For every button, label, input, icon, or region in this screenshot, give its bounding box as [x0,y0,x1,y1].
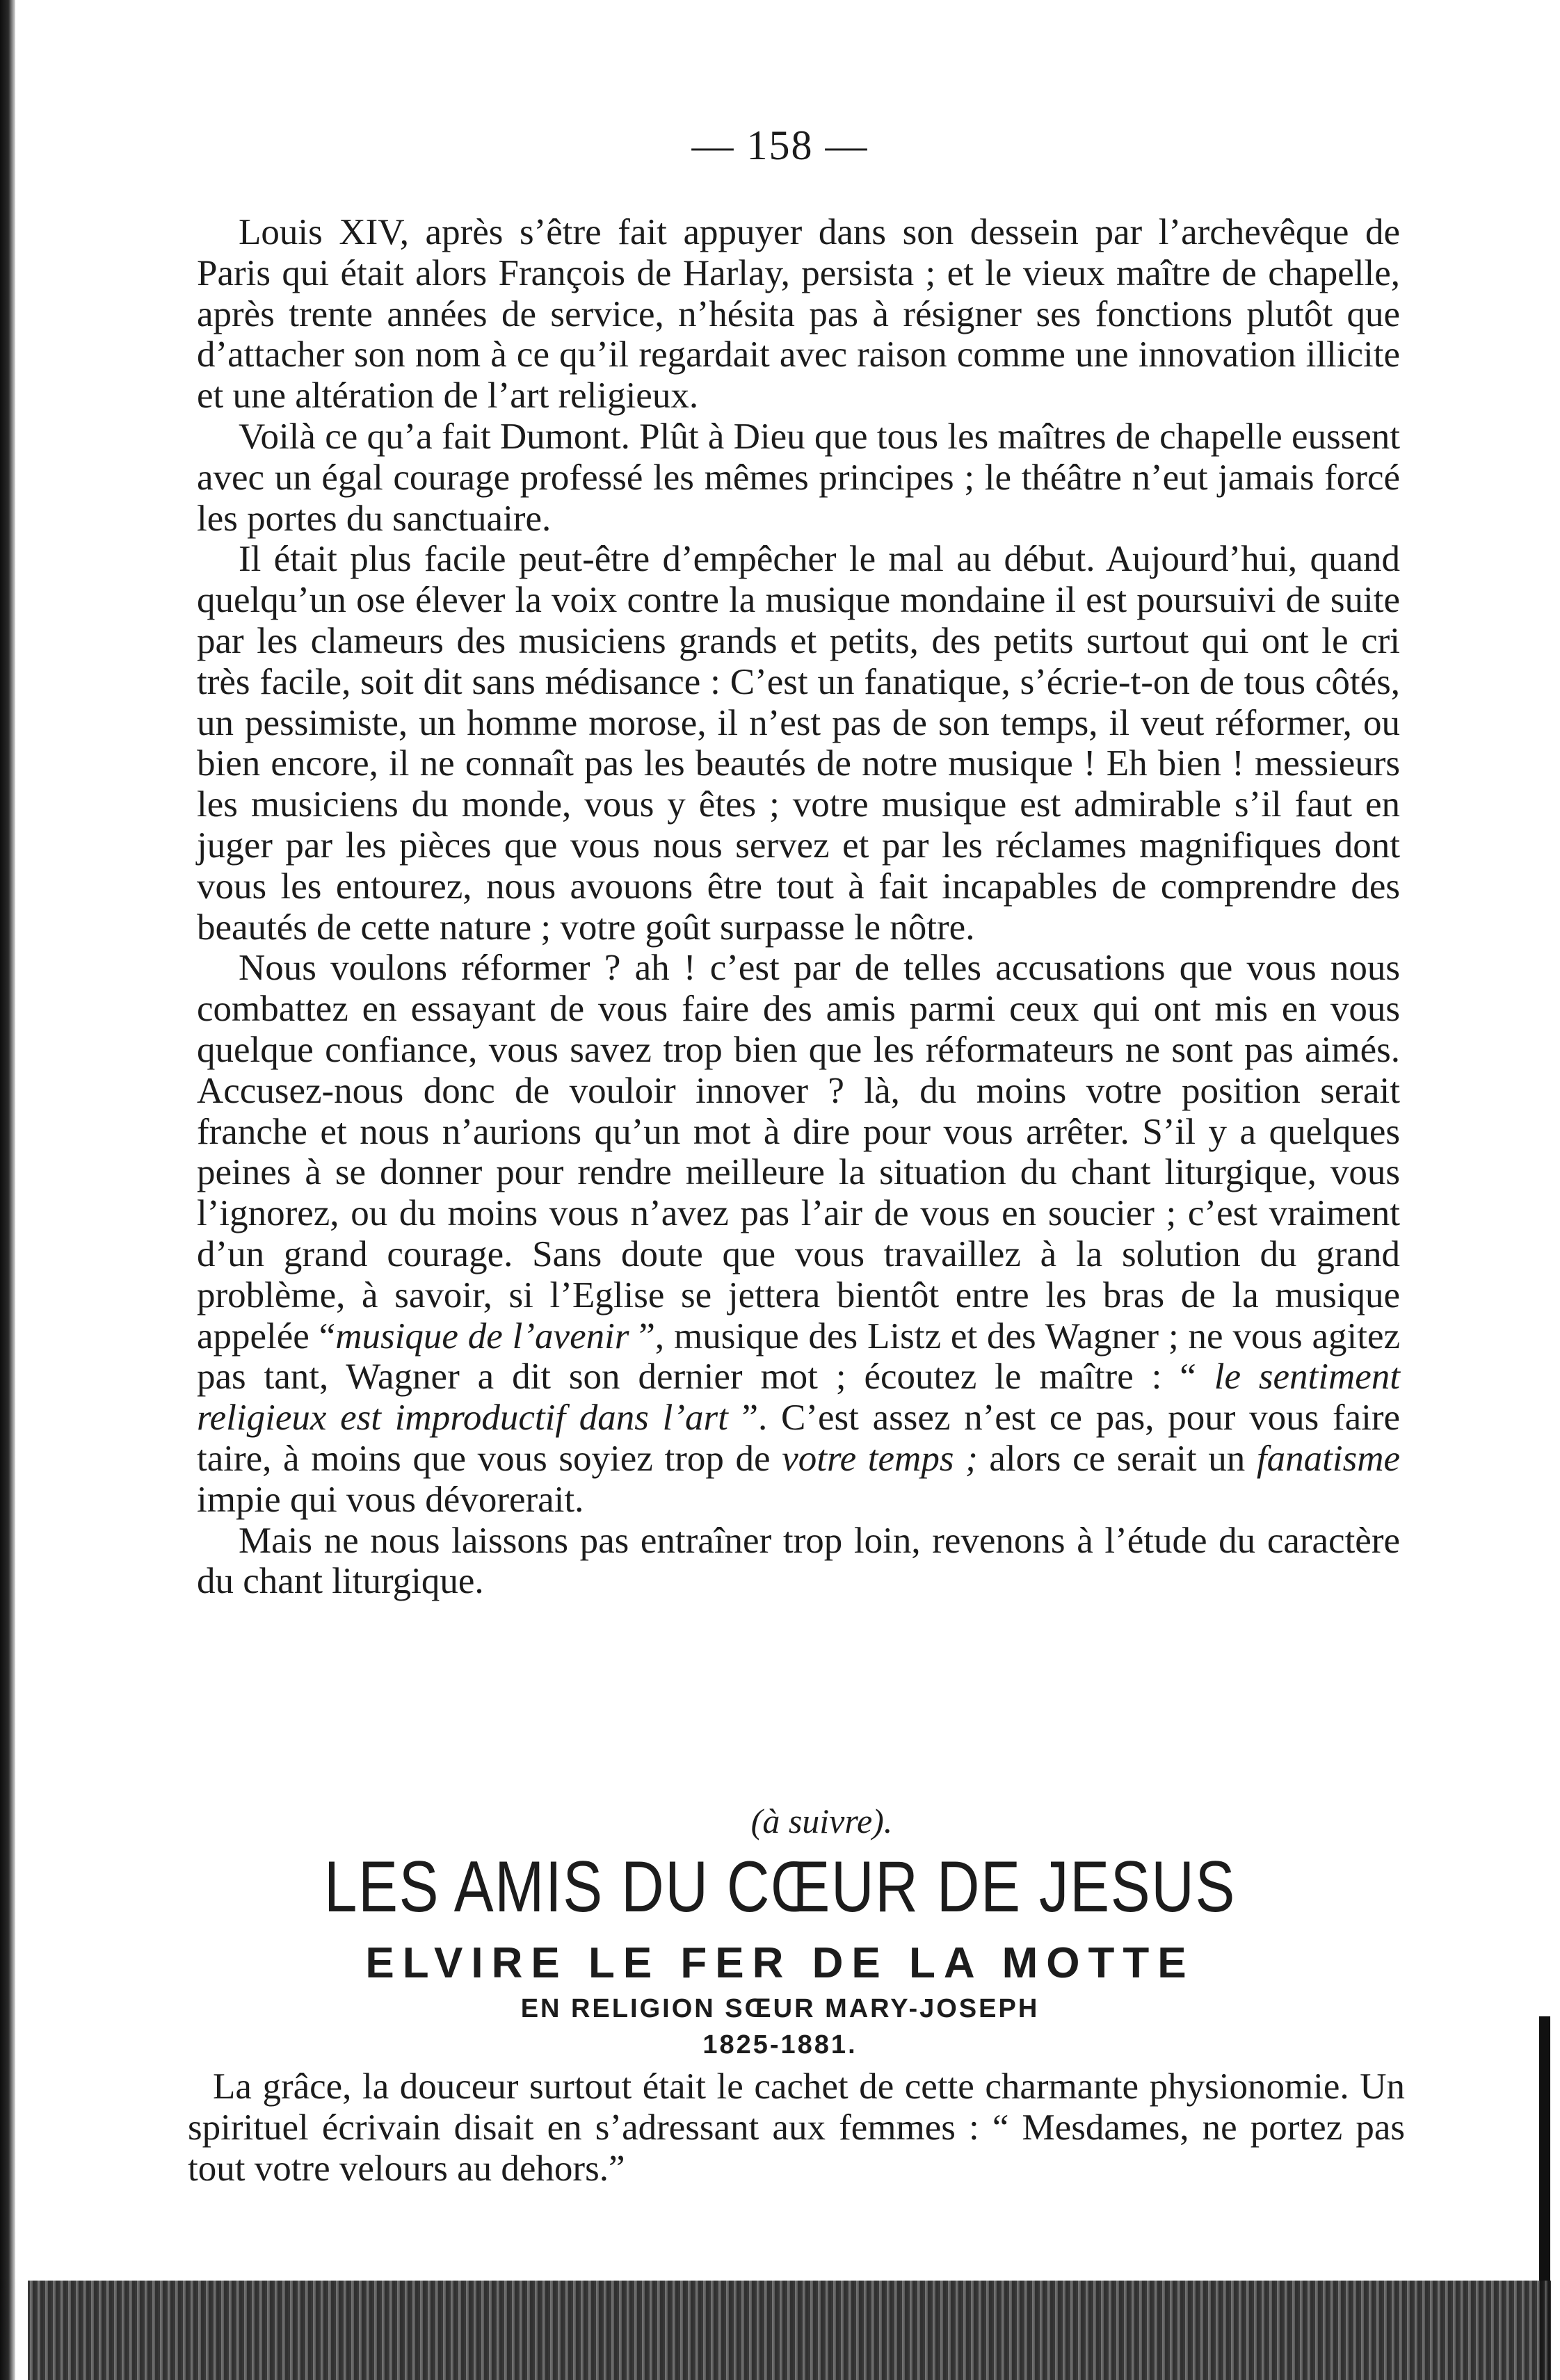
paragraph: Louis XIV, après s’être fait appuyer dans son dessein par l’archevêque de Paris qui était alors François de Harlay, persista ; et le vieux maître de chapelle, après trente années de service, n’hésita pas à résigner ses fonctions plutôt que d’attacher son nom à ce qu’il regardait avec raison comme une innovation illicite et une altération de l’art religieux. [197,212,1400,416]
section-heading: LES AMIS DU CŒUR DE JESUS [323,1847,1237,1927]
subject-name-heading: ELVIRE LE FER DE LA MOTTE [365,1939,1195,1987]
paragraph: Mais ne nous laissons pas entraîner trop loin, revenons à l’étude du caractère du chant liturgique. [197,1520,1400,1602]
text-run: impie qui vous dévorerait. [197,1479,584,1520]
italic-quote: le sentiment religieux est improductif dans l’art [197,1357,1401,1439]
scan-bottom-band [28,2281,1551,2380]
paragraph: Il était plus facile peut-être d’empêcher le mal au début. Aujourd’hui, quand quelqu’un ose élever la voix contre la musique mondaine il est poursuivi de suite par les clameurs des musiciens grands et petits, des petits surtout qui ont le cri très facile, soit dit sans médisance : C’est un fanatique, s’écrie-t-on de tous côtés, un pessimiste, un homme morose, il n’est pas de son temps, il veut réformer, ou bien encore, il ne connaît pas les beautés de notre musique ! Eh bien ! messieurs les musiciens du monde, vous y êtes ; votre musique est admirable s’il faut en juger par les pièces que vous nous servez et par les réclames magnifiques dont vous les entourez, nous avouons être tout à fait incapables de comprendre des beautés de cette nature ; votre goût surpasse le nôtre. [197,539,1400,948]
life-dates: 1825-1881. [702,2030,858,2059]
section-body [188,2066,1405,2189]
italic-quote: musique de l’avenir [335,1316,629,1357]
italic-phrase: votre temps ; [782,1438,978,1479]
article-body [197,212,1400,1602]
text-run: ”, musique des Listz et des Wagner ; ne vous agitez pas tant, Wagner a dit son dernier mot ; écoutez le maître : “ [197,1316,1400,1398]
paragraph: La grâce, la douceur surtout était le cachet de cette charmante physionomie. Un spirituel écrivain disait en s’adressant aux femmes : “ Mesdames, ne portez pas tout votre velours au dehors.” [188,2066,1405,2189]
text-run: ”. C’est assez n’est ce pas, pour vous faire taire, à moins que vous soyiez trop de [197,1398,1400,1479]
italic-phrase: fanatisme [1256,1438,1400,1479]
page-number: — 158 — [691,122,869,168]
text-run: alors ce serait un [977,1438,1257,1479]
religious-name-heading: EN RELIGION SŒUR MARY-JOSEPH [520,1994,1040,2023]
paragraph: Voilà ce qu’a fait Dumont. Plût à Dieu que tous les maîtres de chapelle eussent avec un égal courage professé les mêmes principes ; le théâtre n’eut jamais forcé les portes du sanctuaire. [197,416,1400,539]
paragraph [197,948,1400,1520]
text-run: Nous voulons réformer ? ah ! c’est par de telles accusations que vous nous combattez en essayant de vous faire des amis parmi ceux qui ont mis en vous quelque confiance, vous savez trop bien que les réformateurs ne sont pas aimés. Accusez-nous donc de vouloir innover ? là, du moins votre position serait franche et nous n’aurions qu’un mot à dire pour vous arrêter. S’il y a quelques peines à se donner pour rendre meilleure la situation du chant liturgique, vous l’ignorez, ou du moins vous n’avez pas l’air de vous en soucier ; c’est vraiment d’un grand courage. Sans doute que vous travaillez à la solution du grand problème, à savoir, si l’Eglise se jettera bientôt entre les bras de la musique appelée “ [197,948,1400,1357]
a-suivre-note: (à suivre). [750,1802,893,1840]
